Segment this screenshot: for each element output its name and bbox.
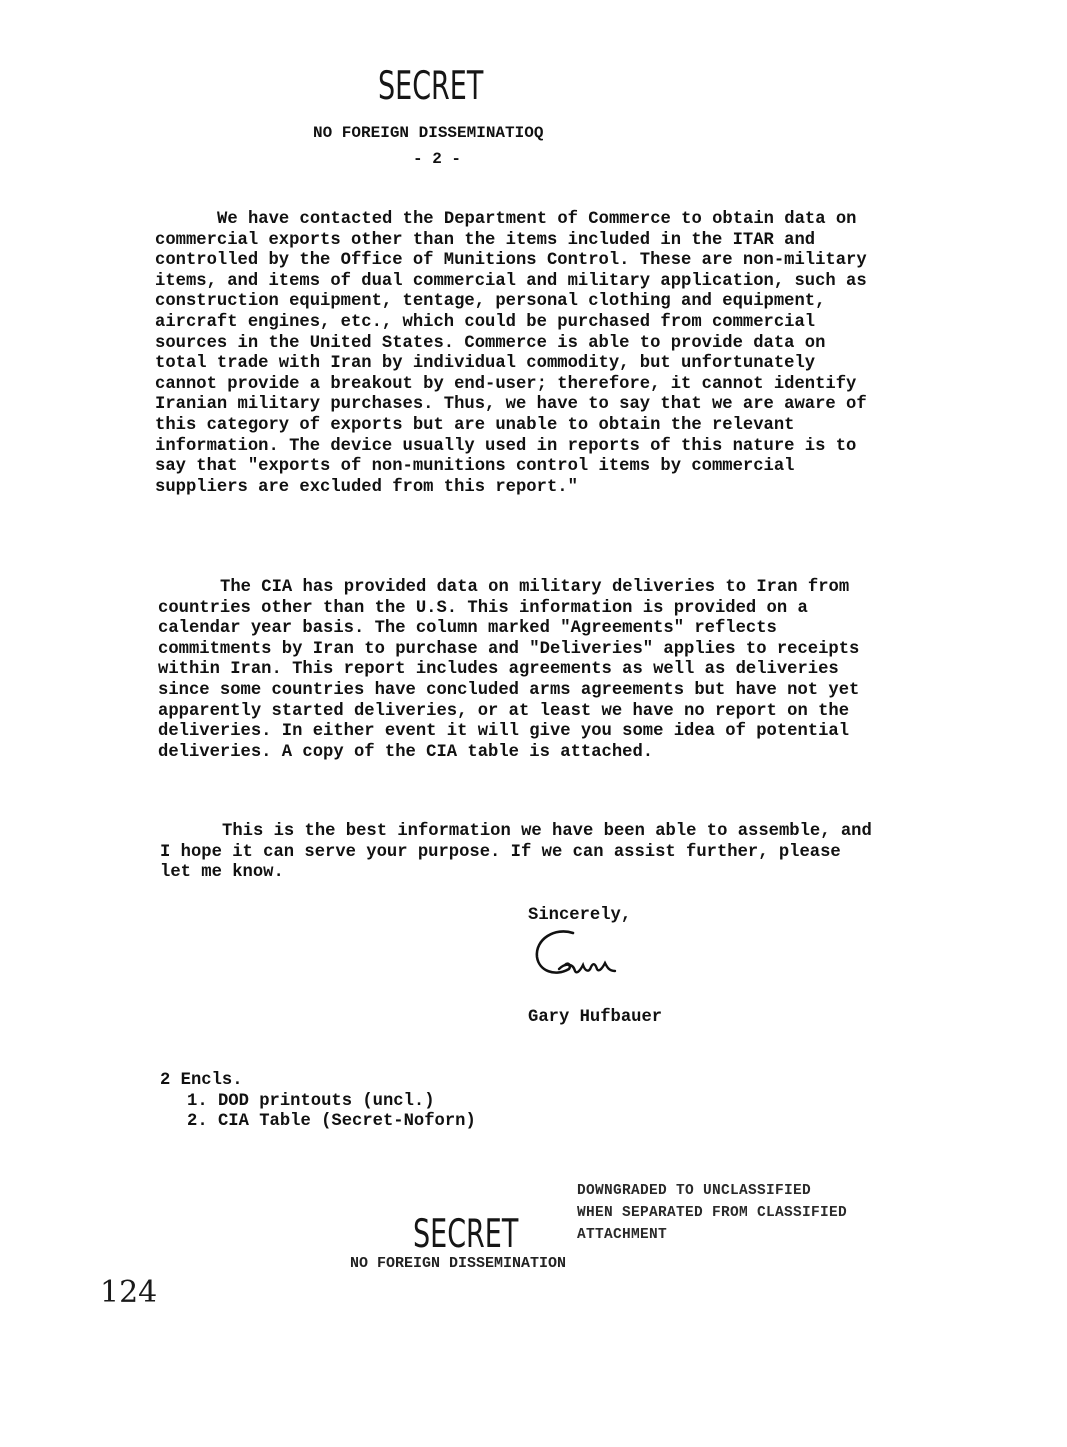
enclosure-item: 2. CIA Table (Secret-Noforn) — [187, 1112, 476, 1132]
classification-stamp-top: SECRET — [378, 64, 484, 109]
dissemination-notice-bottom: NO FOREIGN DISSEMINATION — [350, 1255, 567, 1272]
paragraph-commerce: We have contacted the Department of Commerce to obtain data on commercial exports other than the items included in the ITAR and controlled by the Office of Munitions Control. These are non-military items, and items of dual commercial and military application, such as construction equipment, tentage, personal clothing and equipment, aircraft engines, etc., which could be purchased from commercial sources in the United States. Commerce is able to provide data on total trade with Iran by individual commodity, but unfortunately cannot provide a breakout by end-user; therefore, it cannot identify Iranian military purchases. Thus, we have to say that we are aware of this category of exports but are unable to obtain the relevant information. The device usually used in reports of this nature is to say that "exports of non-munitions control items by commercial suppliers are excluded from this report." — [155, 210, 867, 497]
enclosures-block — [160, 1071, 476, 1133]
page-number: - 2 - — [413, 150, 462, 168]
paragraph-closing: This is the best information we have been able to assemble, and I hope it can serve your purpose. If we can assist further, please let me know. — [160, 822, 872, 883]
downgrade-line: ATTACHMENT — [577, 1227, 668, 1243]
paragraph-cia: The CIA has provided data on military deliveries to Iran from countries other than the U.S. This information is provided on a calendar year basis. The column marked "Agreements" reflects commitments by Iran to purchase and "Deliveries" applies to receipts within Iran. This report includes agreements as well as deliveries since some countries have concluded arms agreements but have not yet apparently started deliveries, or at least we have no report on the deliveries. In either event it will give you some idea of potential deliveries. A copy of the CIA table is attached. — [158, 578, 860, 762]
handwritten-signature — [525, 925, 635, 987]
downgrade-line: WHEN SEPARATED FROM CLASSIFIED — [577, 1205, 848, 1221]
enclosures-heading: 2 Encls. — [160, 1071, 243, 1090]
salutation: Sincerely, — [528, 906, 632, 925]
dissemination-notice-top: NO FOREIGN DISSEMINATIOQ — [313, 124, 544, 142]
document-number: 124 — [100, 1275, 158, 1310]
signatory-name: Gary Hufbauer — [528, 1008, 663, 1027]
classification-stamp-bottom: SECRET — [413, 1212, 519, 1257]
downgrade-stamp — [577, 1180, 847, 1246]
downgrade-line: DOWNGRADED TO UNCLASSIFIED — [577, 1183, 812, 1199]
enclosure-item: 1. DOD printouts (uncl.) — [187, 1091, 435, 1111]
